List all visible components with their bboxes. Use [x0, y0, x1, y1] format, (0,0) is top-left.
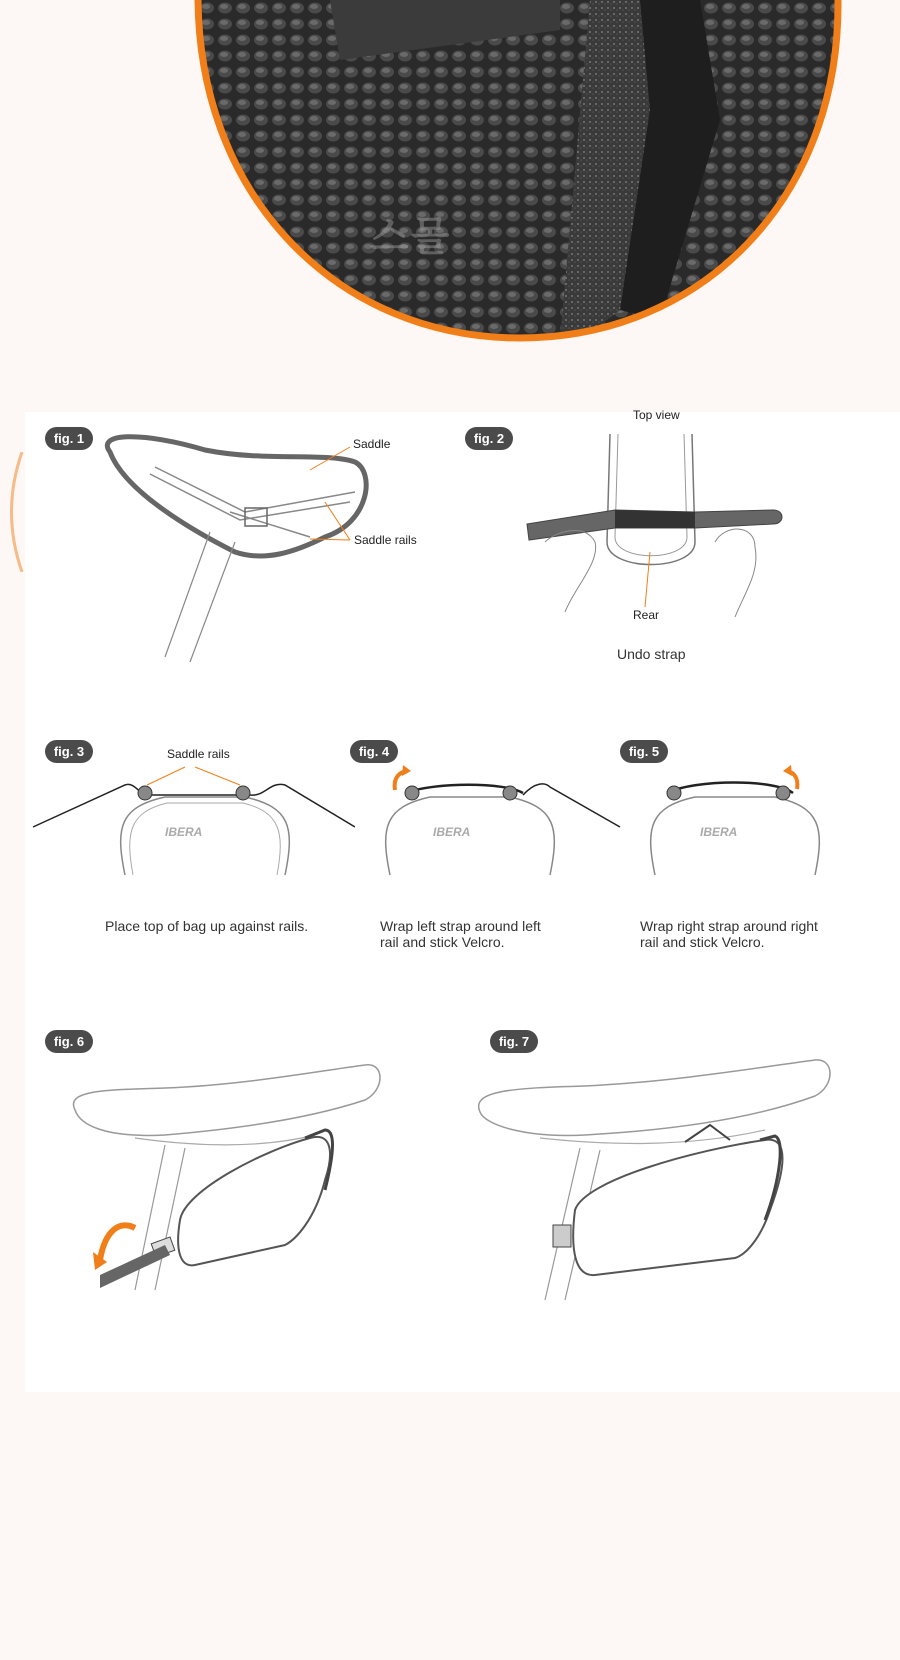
- figure-1: [25, 412, 445, 672]
- hero-closeup-photo: [0, 0, 900, 360]
- label-saddle-rails: Saddle rails: [354, 533, 417, 547]
- fig-1-badge: fig. 1: [45, 427, 93, 450]
- brand-logo-fig5: IBERA: [700, 825, 738, 839]
- caption-fig4-line1: Wrap left strap around left: [380, 918, 541, 934]
- figure-3: [25, 737, 345, 947]
- bag-mounted-final-drawing-icon: [475, 1030, 875, 1330]
- bag-strap-around-seatpost-drawing-icon: [25, 1030, 445, 1330]
- figure-6: [25, 1030, 445, 1330]
- instructions-panel: [25, 408, 900, 1392]
- caption-fig4-line2: rail and stick Velcro.: [380, 934, 505, 950]
- label-rear: Rear: [633, 608, 660, 622]
- figure-2: [455, 408, 875, 672]
- label-saddle: Saddle: [353, 437, 391, 451]
- caption-fig3: Place top of bag up against rails.: [105, 918, 309, 934]
- strap-top-view-drawing-icon: [455, 412, 875, 672]
- brand-logo-fig4: IBERA: [433, 825, 471, 839]
- fig-6-badge: fig. 6: [45, 1030, 93, 1053]
- caption-fig5-line1: Wrap right strap around right: [640, 918, 818, 934]
- fig-7-badge: fig. 7: [490, 1030, 538, 1053]
- figure-7: [475, 1030, 875, 1330]
- watermark-text: 스몰: [370, 215, 452, 259]
- textured-fabric-closeup-icon: [0, 0, 900, 360]
- figure-4: [345, 737, 615, 950]
- fig-2-badge: fig. 2: [465, 427, 513, 450]
- label-saddle-rails-fig3: Saddle rails: [167, 747, 230, 761]
- figure-5: [615, 737, 875, 950]
- caption-fig5-line2: rail and stick Velcro.: [640, 934, 765, 950]
- brand-logo-fig3: IBERA: [165, 825, 203, 839]
- fig-4-badge: fig. 4: [350, 740, 398, 763]
- fig-5-badge: fig. 5: [620, 740, 668, 763]
- caption-undo-strap: Undo strap: [617, 646, 686, 662]
- fig-3-badge: fig. 3: [45, 740, 93, 763]
- label-top-view: Top view: [633, 408, 680, 422]
